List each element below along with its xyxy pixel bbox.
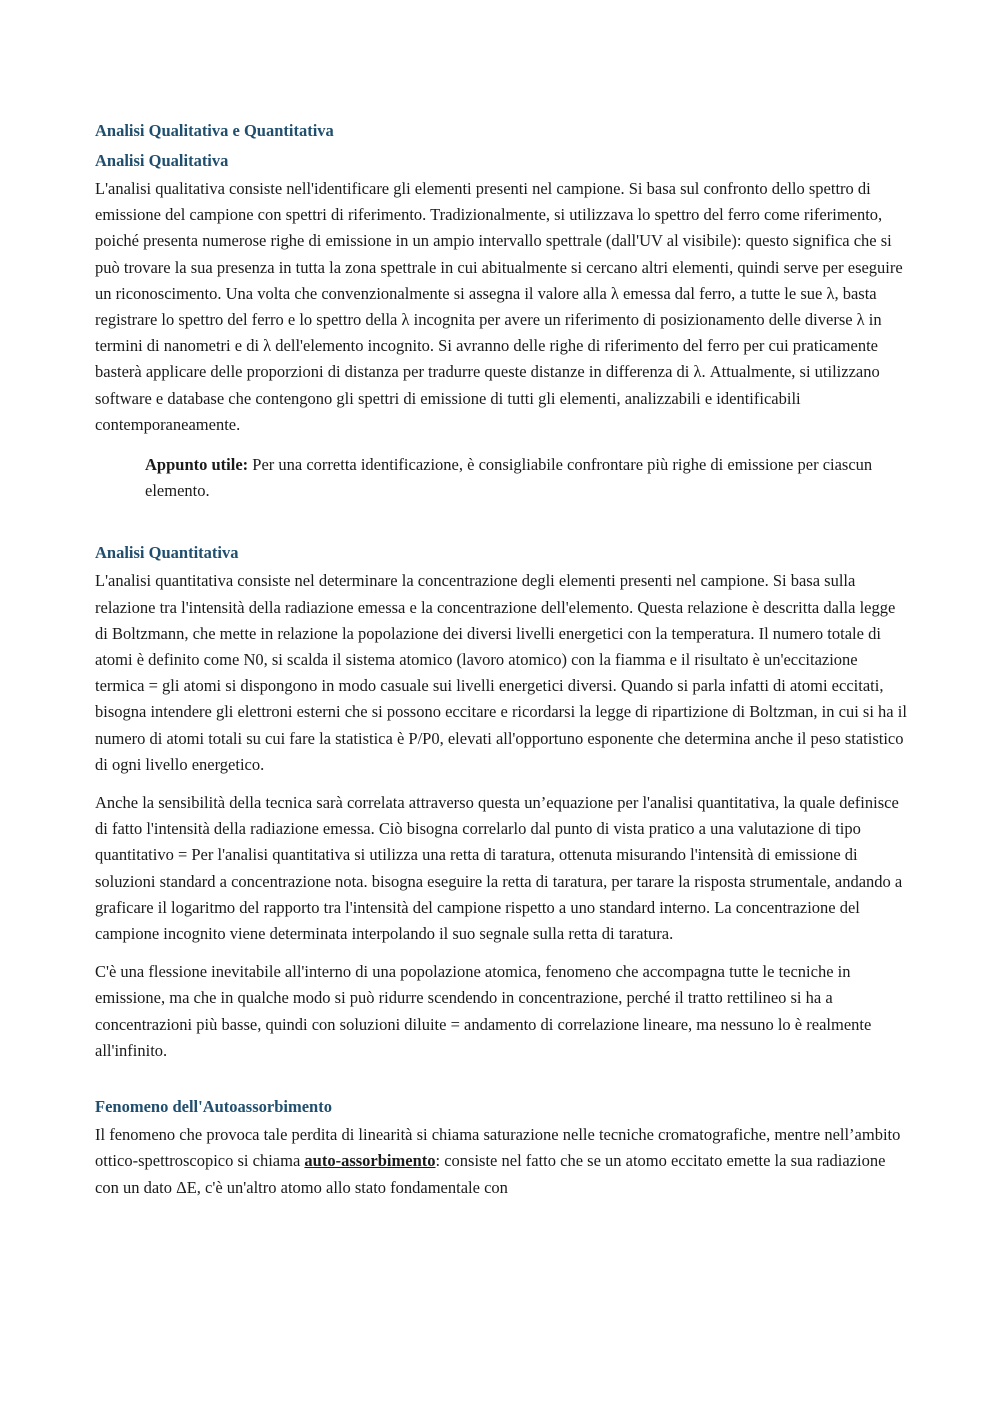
- section-heading-autoassorbimento: Fenomeno dell'Autoassorbimento: [95, 1097, 332, 1117]
- document-title: Analisi Qualitativa e Quantitativa: [95, 121, 334, 140]
- useful-note: [145, 452, 885, 504]
- paragraph-quantitativa-1: L'analisi quantitativa consiste nel determinare la concentrazione degli elementi presenti nel campione. Si basa sulla relazione tra l'intensità della radiazione emessa e la concentrazione dell'elemento. Questa relazione è descritta dalla legge di Boltzmann, che mette in relazione la popolazione dei diversi livelli energetici con la temperatura. Il numero totale di atomi è definito come N0, si scalda il sistema atomico (lavoro atomico) con la fiamma e il risultato è un'eccitazione termica = gli atomi si dispongono in modo casuale sui livelli energetici diversi. Quando si parla infatti di atomi eccitati, bisogna intendere gli elettroni esterni che si possono eccitare e ricordarsi la legge di ripartizione di Boltzman, in cui si ha il numero di atomi totali su cui fare la statistica è P/P0, elevati all'opportuno esponente che determina anche il peso statistico di ogni livello energetico.: [95, 571, 907, 774]
- section-heading-quantitativa: Analisi Quantitativa: [95, 543, 239, 563]
- note-text: Per una corretta identificazione, è consigliabile confrontare più righe di emissione per ciascun elemento.: [145, 455, 873, 501]
- paragraph-autoassorbimento: [95, 1122, 907, 1201]
- autoassorbimento-term: auto-assorbimento: [304, 1151, 436, 1171]
- document-page: [95, 118, 907, 1213]
- paragraph-qualitativa: L'analisi qualitativa consiste nell'identificare gli elementi presenti nel campione. Si basa sul confronto dello spettro di emissione del campione con spettri di riferimento. Tradizionalmente, si utilizzava lo spettro del ferro come riferimento, poiché presenta numerose righe di emissione in un ampio intervallo spettrale (dall'UV al visibile): questo significa che si può trovare la sua presenza in tutta la zona spettrale in cui abitualmente si cercano altri elementi, quindi serve per eseguire un riconoscimento. Una volta che convenzionalmente si assegna il valore alla λ emessa dal ferro, a tutte le sue λ, basta registrare lo spettro del ferro e lo spettro della λ incognita per avere un riferimento di posizionamento delle diverse λ in termini di nanometri e di λ dell'elemento incognito. Si avranno delle righe di riferimento del ferro per cui praticamente basterà applicare delle proporzioni di distanza per tradurre queste distanze in differenza di λ. Attualmente, si utilizzano software e database che contengono gli spettri di emissione di tutti gli elementi, analizzabili e identificabili contemporaneamente.: [95, 179, 903, 434]
- autoassorbimento-text-before: Il fenomeno che provoca tale perdita di linearità si chiama saturazione nelle tecniche cromatografiche, mentre nell’ambito ottico-spettroscopico si chiama: [95, 1125, 901, 1171]
- section-heading-qualitativa: Analisi Qualitativa: [95, 151, 229, 170]
- autoassorbimento-text-after: : consiste nel fatto che se un atomo eccitato emette la sua radiazione con un dato ΔE, c'è un'altro atomo allo stato fondamentale con: [95, 1151, 886, 1197]
- paragraph-quantitativa-3: C'è una flessione inevitabile all'interno di una popolazione atomica, fenomeno che accompagna tutte le tecniche in emissione, ma che in qualche modo si può ridurre scendendo in concentrazione, perché il tratto rettilineo si ha a concentrazioni più basse, quindi con soluzioni diluite = andamento di correlazione lineare, ma nessuno lo è realmente all'infinito.: [95, 962, 872, 1060]
- note-label: Appunto utile:: [145, 455, 249, 475]
- paragraph-quantitativa-2: Anche la sensibilità della tecnica sarà correlata attraverso questa un’equazione per l'analisi quantitativa, la quale definisce di fatto l'intensità della radiazione emessa. Ciò bisogna correlarlo dal punto di vista pratico a una valutazione di tipo quantitativo = Per l'analisi quantitativa si utilizza una retta di taratura, ottenuta misurando l'intensità di emissione di soluzioni standard a concentrazione nota. bisogna eseguire la retta di taratura, per tarare la risposta strumentale, andando a graficare il logaritmo del rapporto tra l'intensità del campione rispetto a uno standard interno. La concentrazione del campione incognito viene determinata interpolando il suo segnale sulla retta di taratura.: [95, 793, 903, 944]
